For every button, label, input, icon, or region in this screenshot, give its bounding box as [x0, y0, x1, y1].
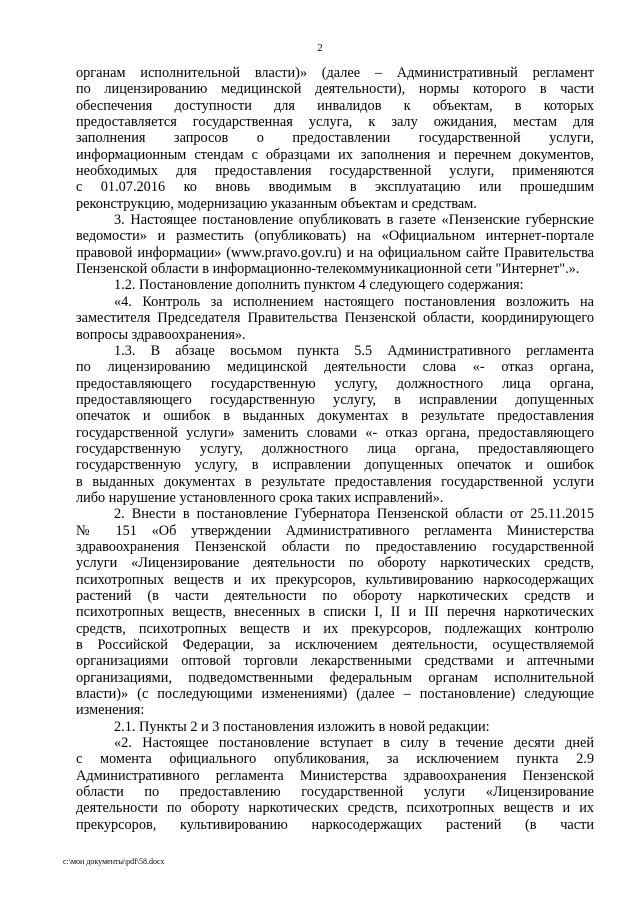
text-line: власти)» (с последующими изменениями) (далее – постановление) следующие — [76, 686, 594, 703]
text-line: заполнения запросов о предоставлении государственной услуги, — [76, 130, 594, 147]
text-line: государственной услуги» заменить словами «- отказ органа, предоставляющего — [76, 424, 594, 441]
text-line: средств, психотропных веществ и их прекурсоров, подлежащих контролю — [76, 620, 594, 637]
text-line: № 151 «Об утверждении Административного регламента Министерства — [76, 522, 594, 539]
text-line: 3. Настоящее постановление опубликовать в газете «Пензенские губернские — [114, 212, 594, 229]
text-line: организациями, подведомственными федеральным органам исполнительной — [76, 669, 594, 686]
text-line: изменения: — [76, 702, 145, 719]
text-line: прекурсоров, культивированию наркосодержащих растений (в части — [76, 816, 594, 833]
text-line: 2.1. Пункты 2 и 3 постановления изложить в новой редакции: — [114, 718, 490, 735]
text-line: информационным стендам с образцами их заполнения и перечнем документов, — [76, 146, 594, 163]
text-line: деятельности по обороту наркотических средств, психотропных веществ и их — [76, 800, 594, 817]
file-path-footer: c:\мои документы\pdf\58.docx — [63, 857, 165, 866]
text-line: реконструкцию, модернизацию указанным объектам и средствам. — [76, 195, 477, 212]
text-line: здравоохранения Пензенской области по предоставлению государственной — [76, 538, 594, 555]
text-line: органам исполнительной власти)» (далее – Административный регламент — [76, 65, 594, 81]
text-line: в Российской Федерации, за исключением деятельности, осуществляемой — [76, 637, 594, 654]
text-line: 1.2. Постановление дополнить пунктом 4 следующего содержания: — [114, 277, 524, 294]
text-line: растений (в части деятельности по обороту наркотических средств и — [76, 588, 594, 604]
text-line: с 01.07.2016 ко вновь вводимым в эксплуатацию или прошедшим — [76, 179, 594, 196]
text-line: правовой информации» (www.pravo.gov.ru) и на официальном сайте Правительства — [76, 244, 594, 261]
text-line: области по предоставлению государственной услуги «Лицензирование — [76, 784, 594, 801]
text-line: по лицензированию медицинской деятельности слова «- отказ органа, — [76, 359, 594, 376]
text-line: заместителя Председателя Правительства Пензенской области, координирующего — [76, 310, 594, 327]
text-line: 1.3. В абзаце восьмом пункта 5.5 Административного регламента — [114, 342, 594, 359]
text-line: с момента официального опубликования, за исключением пункта 2.9 — [76, 751, 594, 768]
text-line: государственную услугу, в исправлении допущенных опечаток и ошибок — [76, 457, 594, 474]
text-line: государственную услугу, должностного лица органа, предоставляющего — [76, 440, 594, 457]
text-line: либо нарушение установленного срока таких исправлений». — [76, 489, 444, 506]
page-number: 2 — [317, 42, 323, 54]
text-line: услуги «Лицензирование деятельности по обороту наркотических средств, — [76, 555, 594, 572]
text-line: предоставляющего государственную услугу, должностного лица органа, — [76, 375, 594, 392]
text-line: ведомости» и разместить (опубликовать) на «Официальном интернет-портале — [76, 228, 594, 245]
text-line: «4. Контроль за исполнением настоящего постановления возложить на — [114, 293, 594, 310]
text-line: 2. Внести в постановление Губернатора Пензенской области от 25.11.2015 — [114, 506, 594, 523]
text-line: необходимых для предоставления государственной услуги, применяются — [76, 163, 594, 180]
text-line: Пензенской области в информационно-телекоммуникационной сети "Интернет".». — [76, 261, 580, 278]
text-line: психотропных веществ и их прекурсоров, культивированию наркосодержащих — [76, 571, 594, 588]
text-line: обеспечения доступности для инвалидов к объектам, в которых — [76, 97, 594, 114]
text-line: психотропных веществ, внесенных в списки I, II и III перечня наркотических — [76, 604, 594, 621]
text-line: вопросы здравоохранения». — [76, 326, 246, 343]
text-line: организациями оптовой торговли лекарственными средствами и аптечными — [76, 653, 594, 670]
document-body — [76, 65, 594, 833]
text-line: в выданных документах в результате предоставления государственной услуги — [76, 473, 594, 490]
text-line: по лицензированию медицинской деятельности), нормы которого в части — [76, 81, 594, 98]
text-line: предоставляющего государственную услугу, в исправлении допущенных — [76, 391, 594, 408]
text-line: «2. Настоящее постановление вступает в силу в течение десяти дней — [114, 735, 594, 752]
text-line: предоставляется государственная услуга, к залу ожидания, местам для — [76, 114, 594, 131]
text-line: опечаток и ошибок в выданных документах в результате предоставления — [76, 408, 594, 425]
text-line: Административного регламента Министерства здравоохранения Пензенской — [76, 767, 594, 784]
